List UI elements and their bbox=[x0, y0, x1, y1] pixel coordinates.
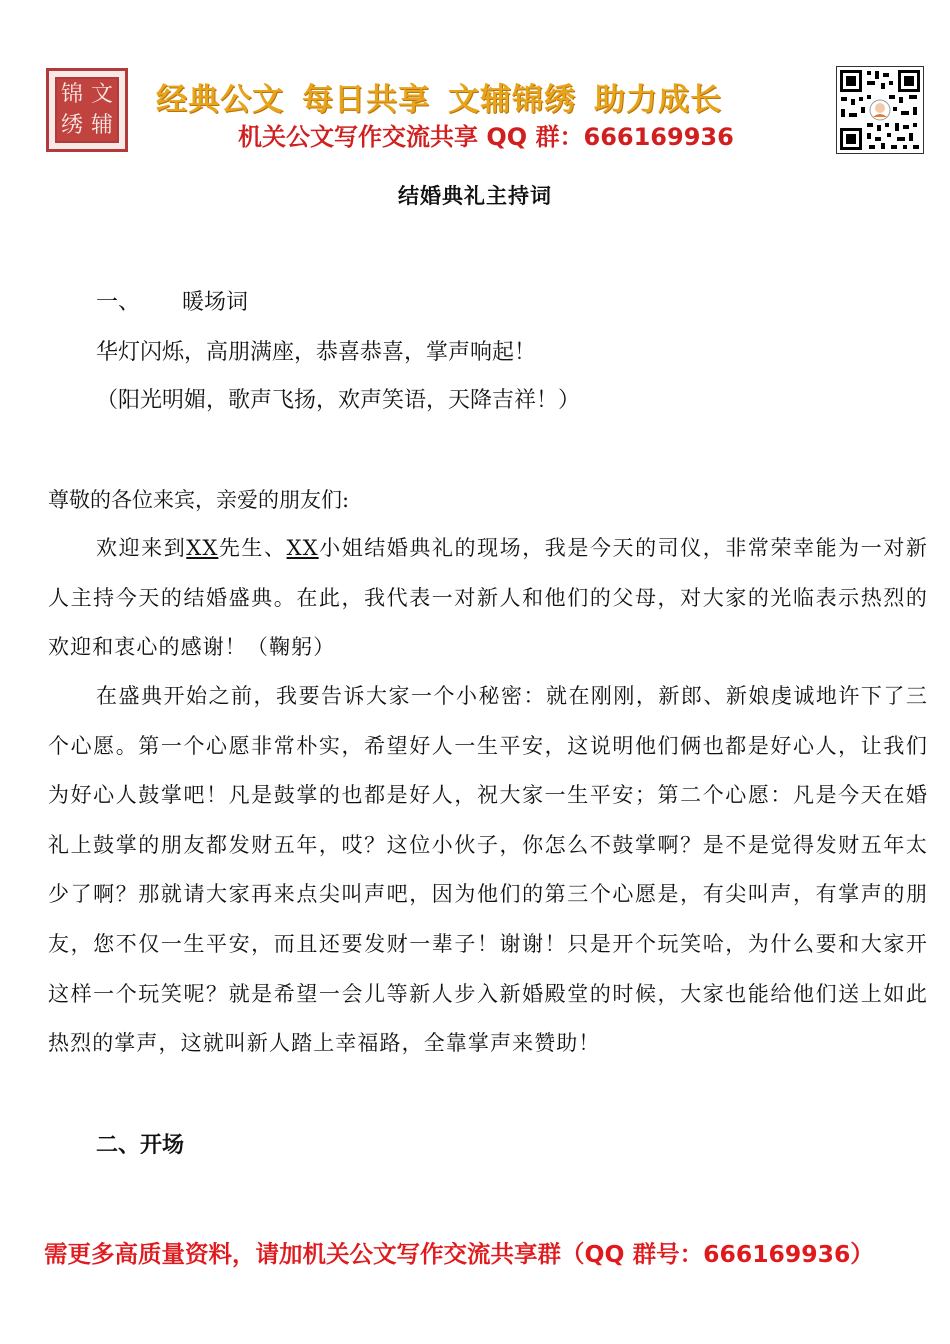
document-title: 结婚典礼主持词 bbox=[398, 183, 552, 208]
slogan-line bbox=[156, 74, 826, 119]
footer-promo: 需更多高质量资料，请加机关公文写作交流共享群（QQ 群号：666169936） bbox=[44, 1240, 874, 1268]
paragraph: 在盛典开始之前，我要告诉大家一个小秘密：就在刚刚，新郎、新娘虔诚地许下了三个心愿。第一个心愿非常朴实，希望好人一生平安，这说明他们俩也都是好心人，让我们为好心人鼓掌吧！凡是鼓掌的也都是好人，祝大家一生平安；第二个心愿：凡是今天在婚礼上鼓掌的朋友都发财五年，哎？这位小伙子，你怎么不鼓掌啊？是不是觉得发财五年太少了啊？那就请大家再来点尖叫声吧，因为他们的第三个心愿是，有尖叫声，有掌声的朋友，您不仅一生平安，而且还要发财一辈子！谢谢！只是开个玩笑哈，为什么要和大家开这样一个玩笑呢？就是希望一会儿等新人步入新婚殿堂的时候，大家也能给他们送上如此热烈的掌声，这就叫新人踏上幸福路，全靠掌声来赞助！ bbox=[48, 684, 928, 1056]
qq-group-line: 机关公文写作交流共享 QQ 群：666169936 bbox=[238, 123, 734, 151]
seal-char: 辅 bbox=[90, 113, 113, 138]
paragraph-text: 欢迎来到 bbox=[96, 536, 187, 560]
seal-logo bbox=[46, 68, 128, 152]
slogan-item: 助力成长 bbox=[594, 82, 722, 118]
bride-name-placeholder: XX bbox=[286, 536, 319, 560]
paragraph-text: 小姐结婚典礼的现场，我是今天的司仪，非常荣幸能为一对新人主持今天的结婚盛典。在此，我代表一对新人和他们的父母，对大家的光临表示热烈的欢迎和衷心的感谢！（鞠躬） bbox=[48, 536, 928, 660]
seal-char: 绣 bbox=[60, 113, 83, 138]
paragraph-text: 先生、 bbox=[218, 536, 287, 560]
section-heading bbox=[96, 285, 248, 316]
slogan-item: 每日共享 bbox=[302, 82, 430, 118]
slogan-item: 经典公文 bbox=[156, 82, 284, 118]
warmup-line: 华灯闪烁，高朋满座，恭喜恭喜，掌声响起！ bbox=[96, 340, 537, 365]
paragraph bbox=[48, 524, 928, 673]
seal-char: 锦 bbox=[60, 82, 83, 107]
greeting: 尊敬的各位来宾，亲爱的朋友们: bbox=[48, 488, 350, 512]
warmup-line: （阳光明媚，歌声飞扬，欢声笑语，天降吉祥！） bbox=[96, 388, 581, 413]
section-title: 暖场词 bbox=[182, 290, 249, 315]
groom-name-placeholder: XX bbox=[186, 536, 219, 560]
qr-code-icon bbox=[836, 66, 924, 154]
header-banner bbox=[0, 0, 950, 160]
section-heading: 二、开场 bbox=[96, 1133, 185, 1158]
seal-char: 文 bbox=[90, 82, 113, 107]
slogan-item: 文辅锦绣 bbox=[448, 82, 576, 118]
section-number: 一、 bbox=[96, 290, 141, 315]
